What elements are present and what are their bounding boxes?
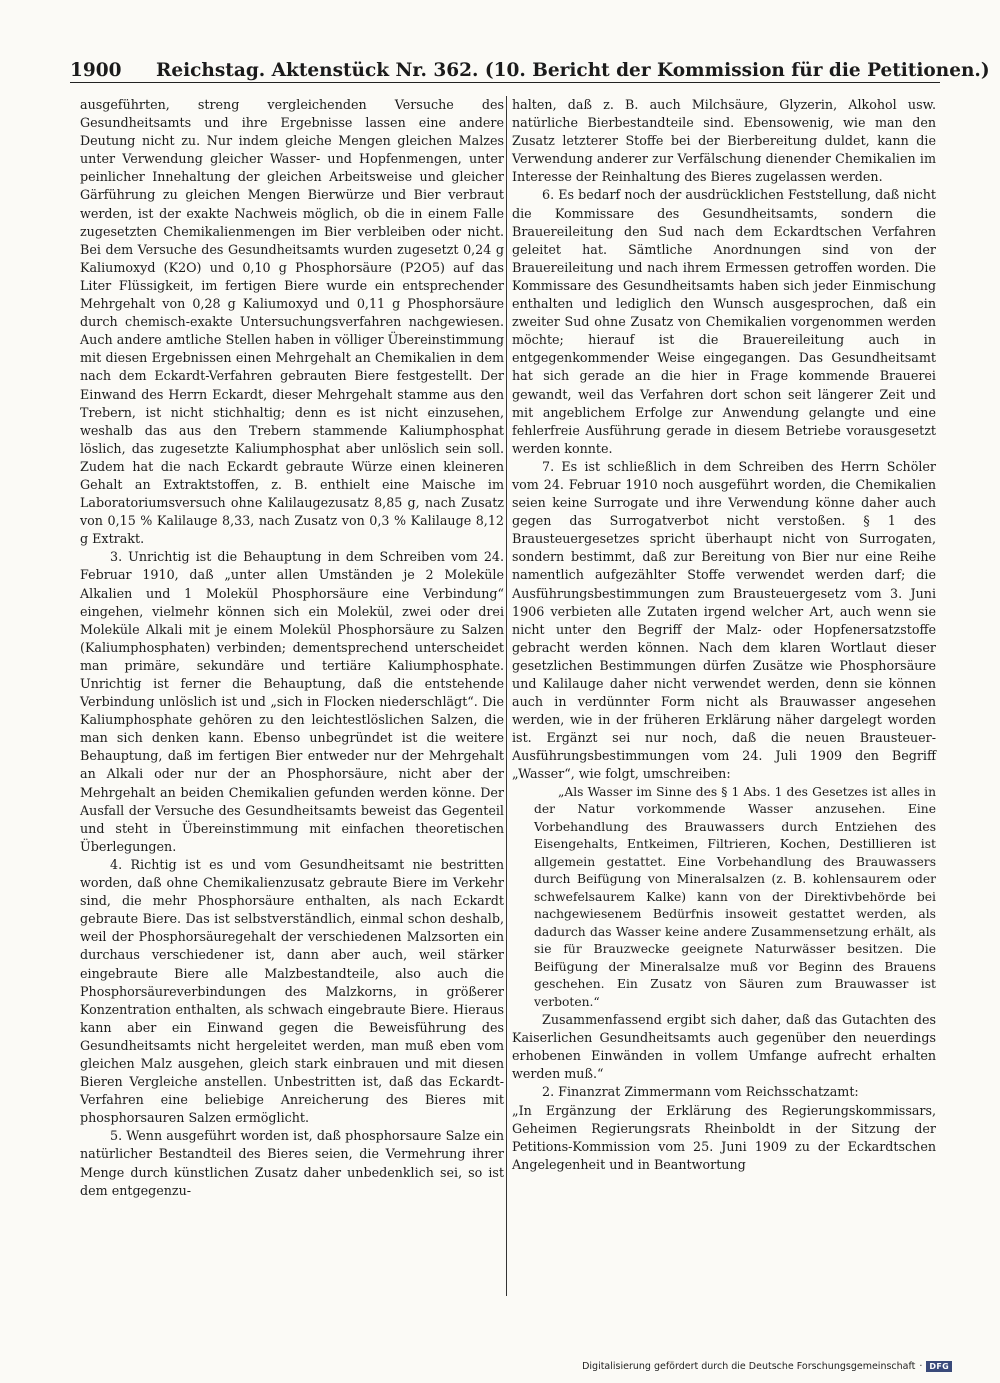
block-quote: „Als Wasser im Sinne des § 1 Abs. 1 des Gesetzes ist alles in der Natur vorkommende Wasser anzusehen. Eine Vorbehandlung des Brauwassers durch Entziehen des Eisengehalts, Entkeimen, Filtrieren, Kochen, Destillieren ist allgemein gestattet. Eine Vorbehandlung des Brauwassers durch Beifügung von Mineralsalzen (z. B. kohlensaurem oder schwefelsaurem Kalke) kann von der Direktivbehörde bei nachgewiesenem Bedürfnis insoweit gestattet werden, als dadurch das Wasser keine andere Zusammensetzung erhält, als sie für Brauzwecke geeignete Naturwässer besitzen. Die Beifügung der Mineralsalze muß vor Beginn des Brauens geschehen. Ein Zusatz von Säuren zum Brauwasser ist verboten.“: [534, 784, 936, 1009]
paragraph: 5. Wenn ausgeführt worden ist, daß phosphorsaure Salze ein natürlicher Bestandteil des Bieres seien, die Vermehrung ihrer Menge durch künstlichen Zusatz daher unbedenklich sei, so ist dem entgegenzu-: [80, 1128, 504, 1198]
left-column: [80, 96, 504, 1200]
paragraph: Zusammenfassend ergibt sich daher, daß das Gutachten des Kaiserlichen Gesundheitsamts auch gegenüber den neuerdings erhobenen Einwänden in vollem Umfange aufrecht erhalten werden muß.“: [512, 1012, 936, 1082]
funding-note: Digitalisierung gefördert durch die Deutsche Forschungsgemeinschaft: [582, 1361, 916, 1372]
separator: ·: [919, 1361, 923, 1372]
right-column: [512, 96, 936, 1174]
page-title: Reichstag. Aktenstück Nr. 362. (10. Bericht der Kommission für die Petitionen.): [156, 60, 990, 81]
paragraph: 4. Richtig ist es und vom Gesundheitsamt nie bestritten worden, daß ohne Chemikalienzusatz gebraute Biere im Verkehr sind, die mehr Phosphorsäure enthalten, als nach Eckardt gebraute Biere. Das ist selbstverständlich, einmal schon deshalb, weil der Phosphorsäuregehalt der verschiedenen Malzsorten ein durchaus verschiedener ist, dann aber auch, weil stärker eingebraute Biere alle Malzbestandteile, also auch die Phosphorsäureverbindungen des Malzkorns, in größerer Konzentration enthalten, als schwach eingebraute Biere. Hieraus kann aber ein Einwand gegen die Beweisführung des Gesundheitsamts nicht hergeleitet werden, man muß eben vom gleichen Malz ausgehen, gleich stark einbrauen und mit diesen Bieren Vergleiche anstellen. Unbestritten ist, daß das Eckardt-Verfahren eine beliebige Anreicherung des Bieres mit phosphorsauren Salzen ermöglicht.: [80, 856, 504, 1126]
paragraph: halten, daß z. B. auch Milchsäure, Glyzerin, Alkohol usw. natürliche Bierbestandteile sind. Ebensowenig, wie man den Zusatz letzterer Stoffe bei der Bierbereitung duldet, kann die Verwendung anderer zur Verfälschung dienender Chemikalien im Interesse der Reinhaltung des Bieres zugelassen werden.: [512, 97, 936, 185]
paragraph: 7. Es ist schließlich in dem Schreiben des Herrn Schöler vom 24. Februar 1910 noch ausgeführt worden, die Chemikalien seien keine Surrogate und ihre Verwendung könne daher auch gegen das Surrogatverbot nicht verstoßen. § 1 des Brausteuergesetzes spricht überhaupt nicht von Surrogaten, sondern bestimmt, daß zur Bereitung von Bier nur eine Reihe namentlich aufgezählter Stoffe verwendet werden darf; die Ausführungsbestimmungen zum Brausteuergesetz vom 3. Juni 1906 verbieten alle Zutaten irgend welcher Art, auch wenn sie nicht unter den Begriff der Malz- oder Hopfenersatzstoffe gebracht werden können. Nach dem klaren Wortlaut dieser gesetzlichen Bestimmungen dürfen Zusätze wie Phosphorsäure und Kalilauge daher nicht verwendet werden, denn sie können auch in verdünnter Form nicht als Brauwasser angesehen werden, wie in der früheren Erklärung näher dargelegt worden ist. Ergänzt sei nur noch, daß die neuen Brausteuer-Ausführungsbestimmungen vom 24. Juli 1909 den Begriff „Wasser“, wie folgt, umschreiben:: [512, 458, 936, 782]
footer: [582, 1361, 952, 1372]
column-divider: [506, 96, 507, 1296]
paragraph: 3. Unrichtig ist die Behauptung in dem Schreiben vom 24. Februar 1910, daß „unter allen Umständen je 2 Moleküle Alkalien und 1 Molekül Phosphorsäure eine Verbindung“ eingehen, vielmehr können sich ein Molekül, zwei oder drei Moleküle Alkali mit je einem Molekül Phosphorsäure zu Salzen (Kaliumphosphaten) verbinden; dementsprechend unterscheidet man primäre, sekundäre und tertiäre Kaliumphosphate. Unrichtig ist ferner die Behauptung, daß die entstehende Verbindung unlöslich ist und „sich in Flocken niederschlägt“. Die Kaliumphosphate gehören zu den leichtestlöslichen Salzen, die man sich denken kann. Ebenso unbegründet ist die weitere Behauptung, daß im fertigen Bier entweder nur der Mehrgehalt an Alkali oder nur der an Phosphorsäure, nicht aber der Mehrgehalt an beiden Chemikalien gefunden werden könne. Der Ausfall der Versuche des Gesundheitsamts beweist das Gegenteil und steht in Übereinstimmung mit einfachen theoretischen Überlegungen.: [80, 549, 504, 854]
dfg-logo-icon: DFG: [926, 1361, 952, 1372]
page-header: [70, 58, 990, 88]
paragraph: ausgeführten, streng vergleichenden Versuche des Gesundheitsamts und ihre Ergebnisse lassen eine andere Deutung nicht zu. Nur indem gleiche Mengen gleichen Malzes unter Verwendung gleicher Wasser- und Hopfenmengen, unter peinlicher Innehaltung der gleichen Arbeitsweise und gleicher Gärführung zu gleichen Mengen Bierwürze und Bier verbraut werden, ist der exakte Nachweis möglich, ob die in einem Falle zugesetzten Chemikalienmengen im Bier verbleiben oder nicht. Bei dem Versuche des Gesundheitsamts wurden zugesetzt 0,24 g Kaliumoxyd (K2O) und 0,10 g Phosphorsäure (P2O5) auf das Liter Flüssigkeit, im fertigen Biere wurde ein entsprechender Mehrgehalt von 0,28 g Kaliumoxyd und 0,11 g Phosphorsäure durch chemisch-exakte Untersuchungsverfahren nachgewiesen. Auch andere amtliche Stellen haben in völliger Übereinstimmung mit diesen Ergebnissen einen Mehrgehalt an Chemikalien in dem nach dem Eckardt-Verfahren gebrauten Biere festgestellt. Der Einwand des Herrn Eckardt, dieser Mehrgehalt stamme aus den Trebern, ist nicht stichhaltig; denn es ist nicht einzusehen, weshalb das aus den Trebern stammende Kaliumphosphat löslich, das zugesetzte Kaliumphosphat aber unlöslich sein soll. Zudem hat die nach Eckardt gebraute Würze einen kleineren Gehalt an Extraktstoffen, z. B. enthielt eine Maische im Laboratoriumsversuch ohne Kalilaugezusatz 8,85 g, nach Zusatz von 0,15 % Kalilauge 8,33, nach Zusatz von 0,3 % Kalilauge 8,12 g Extrakt.: [80, 97, 504, 547]
paragraph: „In Ergänzung der Erklärung des Regierungskommissars, Geheimen Regierungsrats Rheinboldt in der Sitzung der Petitions-Kommission vom 25. Juni 1909 zu der Eckardtschen Angelegenheit und in Beantwortung: [512, 1102, 936, 1172]
paragraph: 6. Es bedarf noch der ausdrücklichen Feststellung, daß nicht die Kommissare des Gesundheitsamts, sondern die Brauereileitung den Sud nach dem Eckardtschen Verfahren geleitet hat. Sämtliche Anordnungen sind von der Brauereileitung und nach ihrem Ermessen getroffen worden. Die Kommissare des Gesundheitsamts haben sich jeder Einmischung enthalten und lediglich den Wunsch ausgesprochen, daß ein zweiter Sud ohne Zusatz von Chemikalien vorgenommen werden möchte; hierauf ist die Brauereileitung auch in entgegenkommender Weise eingegangen. Das Gesundheitsamt hat sich gerade an die hier in Frage kommende Brauerei gewandt, weil das Verfahren dort schon seit längerer Zeit und mit angeblichem Erfolge zur Anwendung gelangte und eine fehlerfreie Ausführung gerade in diesem Betriebe vorausgesetzt werden konnte.: [512, 187, 936, 456]
page-number: 1900: [70, 60, 122, 81]
header-rule: [70, 82, 940, 83]
paragraph: 2. Finanzrat Zimmermann vom Reichsschatzamt:: [542, 1084, 859, 1100]
